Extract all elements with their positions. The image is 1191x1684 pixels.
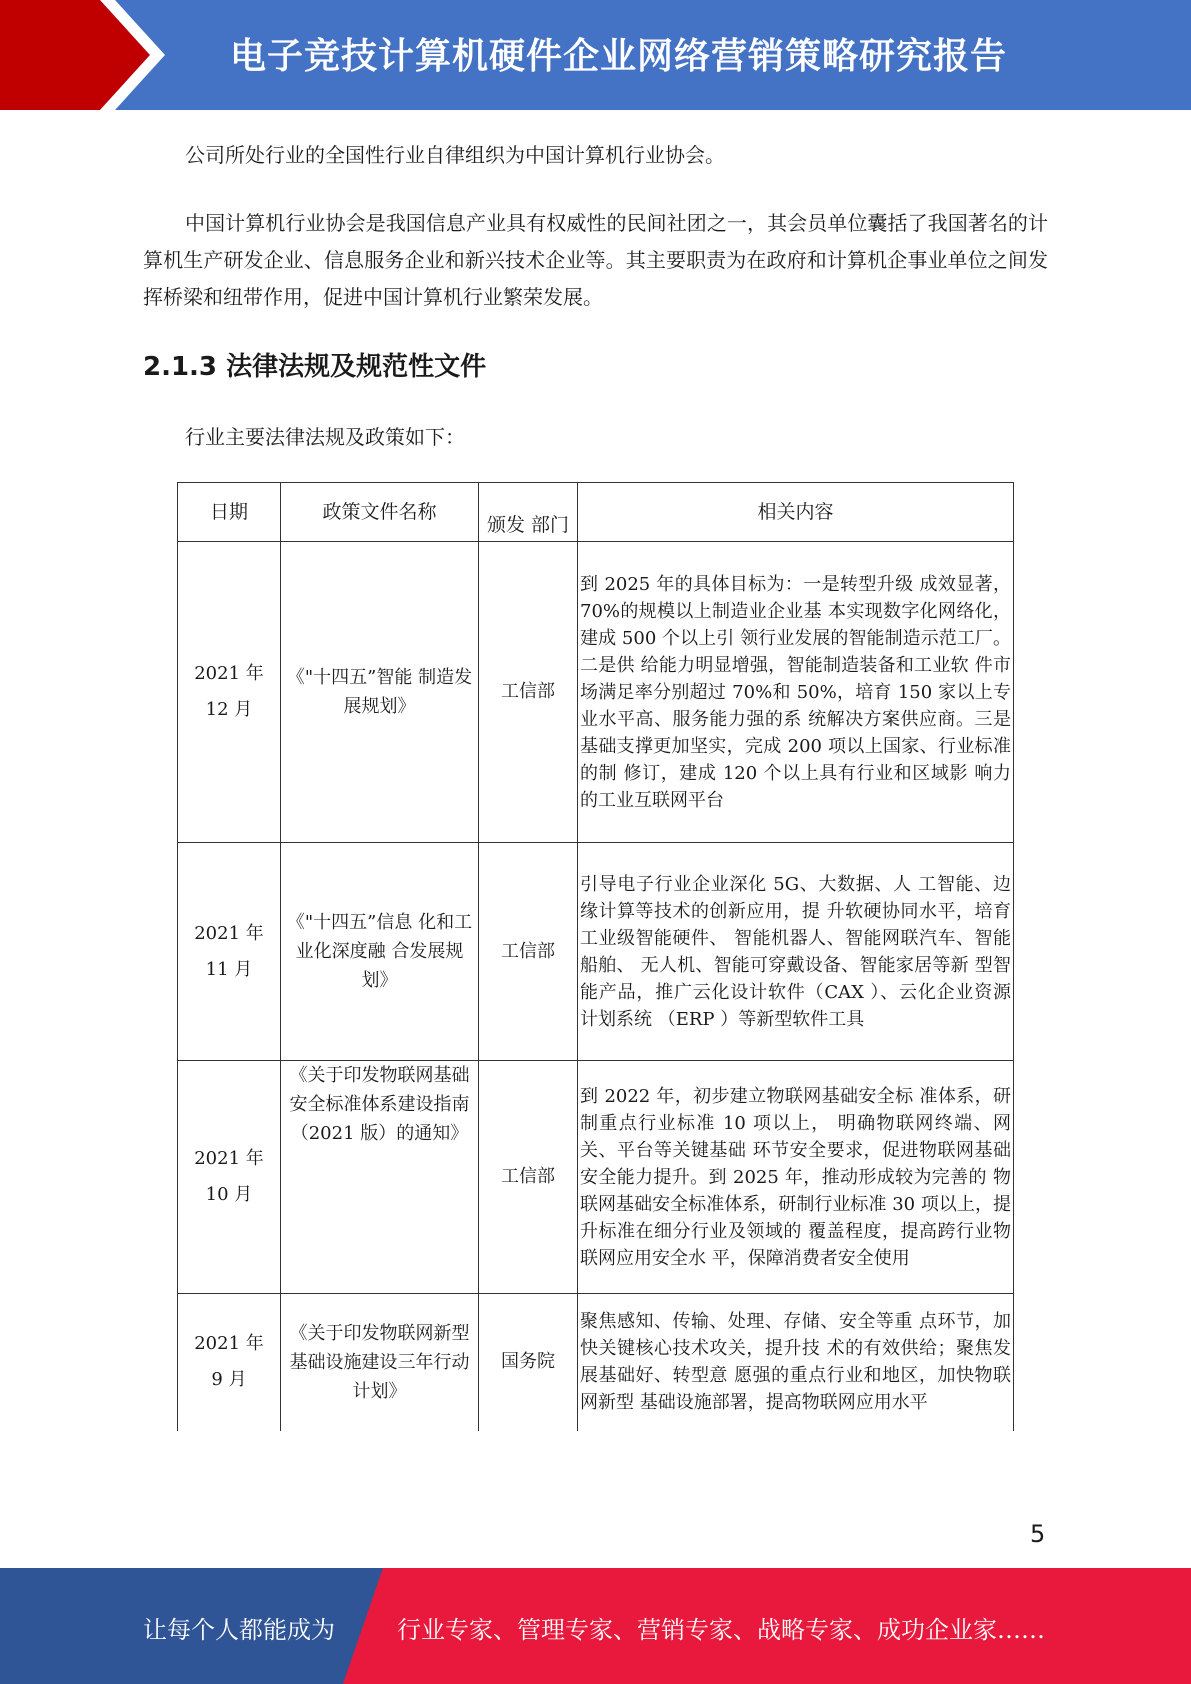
date-year: 2021 年 bbox=[194, 1333, 264, 1355]
content-cell: 引导电子行业企业深化 5G、大数据、人 工智能、边缘计算等技术的创新应用，提 升软硬协同水平，培育工业级智能硬件、 智能机器人、智能网联汽车、智能船舶、 无人机、智能可穿戴设备、智能家居等新 型智能产品，推广云化设计软件（CAX ）、云化企业资源计划系统 （ERP ）等新型软件工具 bbox=[578, 843, 1014, 1061]
header-policy-name: 政策文件名称 bbox=[281, 483, 479, 542]
department-cell: 工信部 bbox=[479, 843, 578, 1061]
date-cell bbox=[178, 843, 281, 1061]
page-number: 5 bbox=[1030, 1520, 1046, 1548]
date-cell bbox=[178, 1061, 281, 1294]
footer-slogan-left: 让每个人都能成为 bbox=[143, 1616, 335, 1644]
date-month: 10 月 bbox=[205, 1184, 253, 1205]
date-month: 11 月 bbox=[205, 958, 253, 980]
policy-name-cell: 《关于印发物联网新型基础设施建设三年行动计划》 bbox=[281, 1294, 479, 1431]
department-cell: 国务院 bbox=[479, 1294, 578, 1431]
header-banner bbox=[0, 0, 1191, 110]
department-cell: 工信部 bbox=[479, 1061, 578, 1294]
table-row bbox=[178, 843, 1014, 1061]
content-cell: 到 2022 年，初步建立物联网基础安全标 准体系，研制重点行业标准 10 项以上， 明确物联网终端、网关、平台等关键基础 环节安全要求，促进物联网基础安全能力提升。到 2025 年，推动形成较为完善的 物联网基础安全标准体系，研制行业标准 30 项以上，提升标准在细分行业及领域的 覆盖程度，提高跨行业物联网应用安全水 平，保障消费者安全使用 bbox=[578, 1061, 1014, 1294]
footer-banner bbox=[0, 1568, 1191, 1684]
date-month: 12 月 bbox=[205, 699, 253, 720]
paragraph-association: 公司所处行业的全国性行业自律组织为中国计算机行业协会。 bbox=[185, 143, 725, 167]
date-year: 2021 年 bbox=[194, 1148, 264, 1169]
date-cell bbox=[178, 542, 281, 843]
policy-name-cell: 《"十四五”智能 制造发展规划》 bbox=[281, 542, 479, 843]
header-content: 相关内容 bbox=[578, 483, 1014, 542]
policy-name-cell: 《"十四五”信息 化和工业化深度融 合发展规划》 bbox=[281, 843, 479, 1061]
date-year: 2021 年 bbox=[194, 663, 264, 684]
content-cell: 到 2025 年的具体目标为：一是转型升级 成效显著，70%的规模以上制造业企业基 本实现数字化网络化，建成 500 个以上引 领行业发展的智能制造示范工厂。二是供 给能力明显增强，智能制造装备和工业软 件市场满足率分别超过 70%和 50%，培育 150 家以上专业水平高、服务能力强的系 统解决方案供应商。三是基础支撑更加坚实，完成 200 项以上国家、行业标准的制 修订，建成 120 个以上具有行业和区域影 响力的工业互联网平台 bbox=[578, 542, 1014, 843]
header-department: 颁发 部门 bbox=[479, 483, 578, 542]
content-cell: 聚焦感知、传输、处理、存储、安全等重 点环节，加快关键核心技术攻关，提升技 术的有效供给；聚焦发展基础好、转型意 愿强的重点行业和地区，加快物联网新型 基础设施部署，提高物联网应用水平 bbox=[578, 1294, 1014, 1431]
date-cell bbox=[178, 1294, 281, 1431]
date-year: 2021 年 bbox=[194, 922, 264, 944]
header-date: 日期 bbox=[178, 483, 281, 542]
table-row bbox=[178, 1294, 1014, 1431]
policy-name-cell: 《关于印发物联网基础安全标准体系建设指南（2021 版）的通知》 bbox=[281, 1061, 479, 1294]
policy-table bbox=[177, 482, 1014, 1431]
table-row bbox=[178, 542, 1014, 843]
department-cell: 工信部 bbox=[479, 542, 578, 843]
table-header-row bbox=[178, 483, 1014, 542]
paragraph-association-details: 中国计算机行业协会是我国信息产业具有权威性的民间社团之一，其会员单位囊括了我国著名的计算机生产研发企业、信息服务企业和新兴技术企业等。其主要职责为在政府和计算机企事业单位之间发挥桥梁和纽带作用，促进中国计算机行业繁荣发展。 bbox=[143, 211, 1048, 309]
table-row bbox=[178, 1061, 1014, 1294]
section-intro: 行业主要法律法规及政策如下： bbox=[185, 425, 465, 449]
date-month: 9 月 bbox=[211, 1369, 247, 1391]
header-title: 电子竞技计算机硬件企业网络营销策略研究报告 bbox=[230, 36, 1008, 77]
section-heading: 2.1.3 法律法规及规范性文件 bbox=[143, 352, 487, 382]
footer-slogan-right: 行业专家、管理专家、营销专家、战略专家、成功企业家…… bbox=[397, 1616, 1045, 1644]
